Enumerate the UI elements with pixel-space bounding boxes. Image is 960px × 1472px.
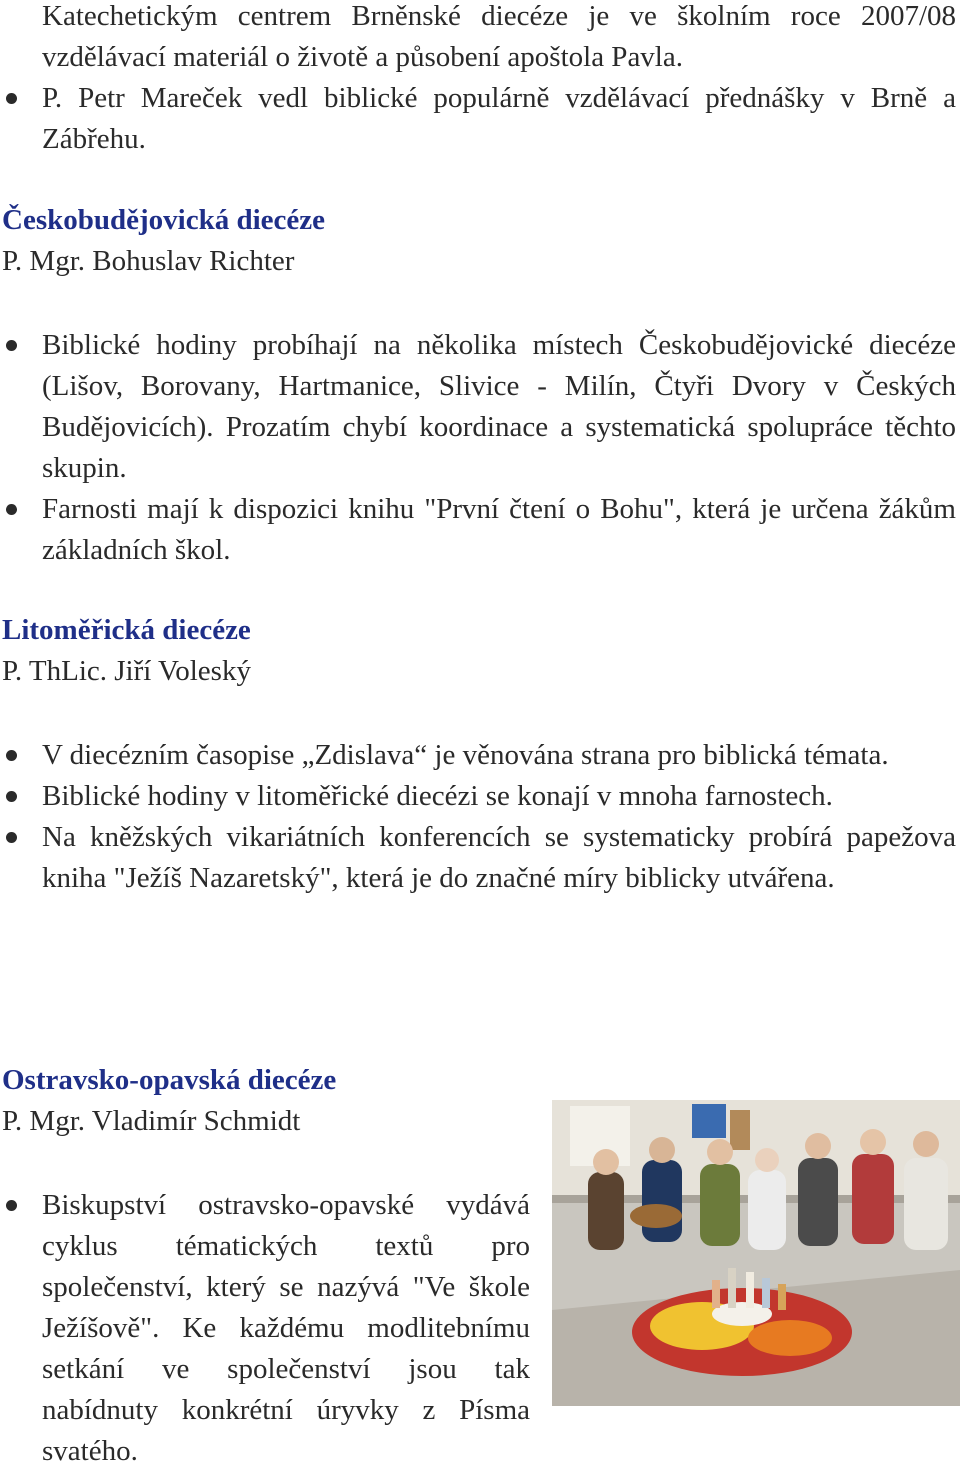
intro-bullet-item	[0, 78, 956, 160]
list-item	[0, 817, 956, 899]
list-item-text: Farnosti mají k dispozici knihu "První čtení o Bohu", která je určena žákům základních škol.	[42, 493, 956, 566]
list-item-text: Na kněžských vikariátních konferencích se systematicky probírá papežova kniha "Ježíš Nazaretský", která je do značné míry biblicky utvářena.	[42, 821, 956, 894]
list-item	[0, 776, 956, 817]
section-litomerice	[0, 610, 956, 899]
section-person: P. Mgr. Bohuslav Richter	[2, 245, 295, 277]
list-item	[0, 489, 956, 571]
bullet-dot	[6, 791, 17, 802]
section-heading: Ostravsko-opavská diecéze	[2, 1064, 337, 1096]
bullet-dot	[6, 504, 17, 515]
list-item	[0, 325, 956, 489]
list-item	[0, 735, 956, 776]
list-item-text: Biskupství ostravsko-opavské vydává cyklus tématických textů pro společenství, který se nazývá "Ve škole Ježíšově". Ke každému modlitebnímu setkání ve společenství jsou tak nabídnuty konkrétní úryvky z Písma svatého.	[42, 1189, 530, 1467]
bullet-dot	[6, 1200, 17, 1211]
list-item	[0, 1185, 530, 1472]
bullet-dot	[6, 93, 17, 104]
section-heading: Litoměřická diecéze	[2, 614, 251, 646]
section-person: P. Mgr. Vladimír Schmidt	[2, 1105, 301, 1137]
section-ceske-budejovice	[0, 200, 956, 571]
list-item-text: Biblické hodiny probíhají na několika místech Českobudějovické diecéze (Lišov, Borovany, Hartmanice, Slivice - Milín, Čtyři Dvory v Českých Budějovicích). Prozatím chybí koordinace a systematická spolupráce těchto skupin.	[42, 329, 956, 484]
group-photo	[552, 1100, 960, 1406]
list-item-text: V diecézním časopise „Zdislava“ je věnována strana pro biblická témata.	[42, 739, 889, 771]
intro-block	[0, 0, 956, 160]
bullet-dot	[6, 340, 17, 351]
intro-continuation-text: Katechetickým centrem Brněnské diecéze je ve školním roce 2007/08 vzdělávací materiál o životě a působení apoštola Pavla.	[42, 0, 956, 73]
section-heading: Českobudějovická diecéze	[2, 204, 325, 236]
list-item-text: Biblické hodiny v litoměřické diecézi se konají v mnoha farnostech.	[42, 780, 833, 812]
bullet-dot	[6, 832, 17, 843]
section-person: P. ThLic. Jiří Voleský	[2, 655, 251, 687]
intro-bullet-text: P. Petr Mareček vedl biblické populárně vzdělávací přednášky v Brně a Zábřehu.	[42, 82, 956, 155]
bullet-dot	[6, 750, 17, 761]
